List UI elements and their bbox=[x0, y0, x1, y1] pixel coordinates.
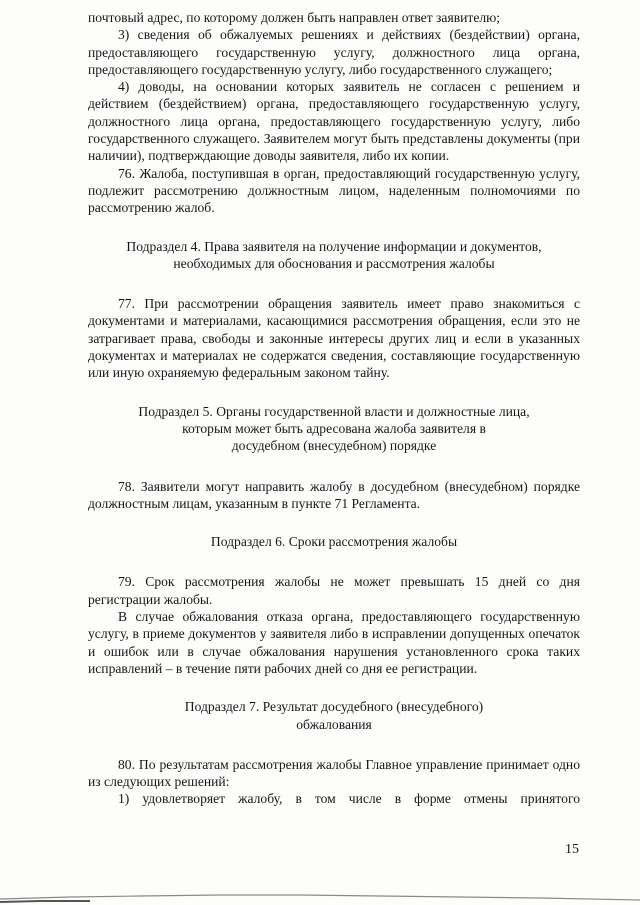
paragraph-79: 79. Срок рассмотрения жалобы не может превышать 15 дней со дня регистрации жалобы. bbox=[88, 574, 580, 607]
paragraph-item-3: 3) сведения об обжалуемых решениях и действиях (бездействии) органа, предоставляющего государственную услугу, должностного лица органа, предоставляющего государственную услугу, либо государственного служащего; bbox=[88, 27, 580, 77]
subsection-5-heading-line-1: Подраздел 5. Органы государственной власти и должностные лица, bbox=[138, 403, 530, 419]
subsection-7-heading bbox=[88, 698, 580, 733]
subsection-7-heading-line-2: обжалования bbox=[296, 716, 372, 732]
paragraph-80: 80. По результатам рассмотрения жалобы Главное управление принимает одно из следующих решений: bbox=[88, 756, 580, 790]
subsection-6-heading: Подраздел 6. Сроки рассмотрения жалобы bbox=[210, 534, 458, 550]
paragraph-postal-address: почтовый адрес, по которому должен быть направлен ответ заявителю; bbox=[88, 10, 501, 25]
paragraph-79-appeal-refusal: В случае обжалования отказа органа, предоставляющего государственную услугу, в приеме документов у заявителя либо в исправлении допущенных опечаток и ошибок или в случае обжалования нарушения установленного срока таких исправлений – в течение пяти рабочих дней со дня ее регистрации. bbox=[88, 609, 580, 676]
scan-bottom-edge bbox=[0, 893, 640, 905]
subsection-5-heading-line-3: досудебном (внесудебном) порядке bbox=[231, 438, 437, 454]
subsection-7-heading-line-1: Подраздел 7. Результат досудебного (внесудебного) bbox=[184, 699, 484, 715]
subsection-5-heading-line-2: которым может быть адресована жалоба заявителя в bbox=[182, 420, 486, 436]
paragraph-item-4: 4) доводы, на основании которых заявитель не согласен с решением и действием (бездействием) органа, предоставляющего государственную услугу, должностного лица органа, предоставляющего государственную услугу, либо государственного служащего. Заявителем могут быть представлены документы (при наличии), подтверждающие доводы заявителя, либо их копии. bbox=[88, 79, 580, 164]
paragraph-80-item-1: 1) удовлетворяет жалобу, в том числе в форме отмены принятого bbox=[118, 791, 580, 807]
subsection-4-heading-line-2: необходимых для обоснования и рассмотрения жалобы bbox=[173, 255, 495, 271]
page-number: 15 bbox=[565, 842, 579, 857]
subsection-5-heading bbox=[88, 403, 580, 455]
paragraph-77: 77. При рассмотрении обращения заявитель имеет право знакомиться с документами и материалами, касающимися рассмотрения обращения, если это не затрагивает права, свободы и законные интересы других лиц и если в указанных документах и материалах не содержатся сведения, составляющие государственную или иную охраняемую федеральным законом тайну. bbox=[88, 296, 580, 381]
subsection-4-heading-line-1: Подраздел 4. Права заявителя на получение информации и документов, bbox=[126, 238, 542, 254]
paragraph-78: 78. Заявители могут направить жалобу в досудебном (внесудебном) порядке должностным лицам, указанным в пункте 71 Регламента. bbox=[88, 478, 580, 511]
page-body bbox=[88, 9, 580, 808]
subsection-4-heading bbox=[88, 238, 580, 273]
paragraph-76: 76. Жалоба, поступившая в орган, предоставляющий государственную услугу, подлежит рассмотрению должностным лицом, наделенным полномочиями по рассмотрению жалоб. bbox=[88, 165, 580, 216]
